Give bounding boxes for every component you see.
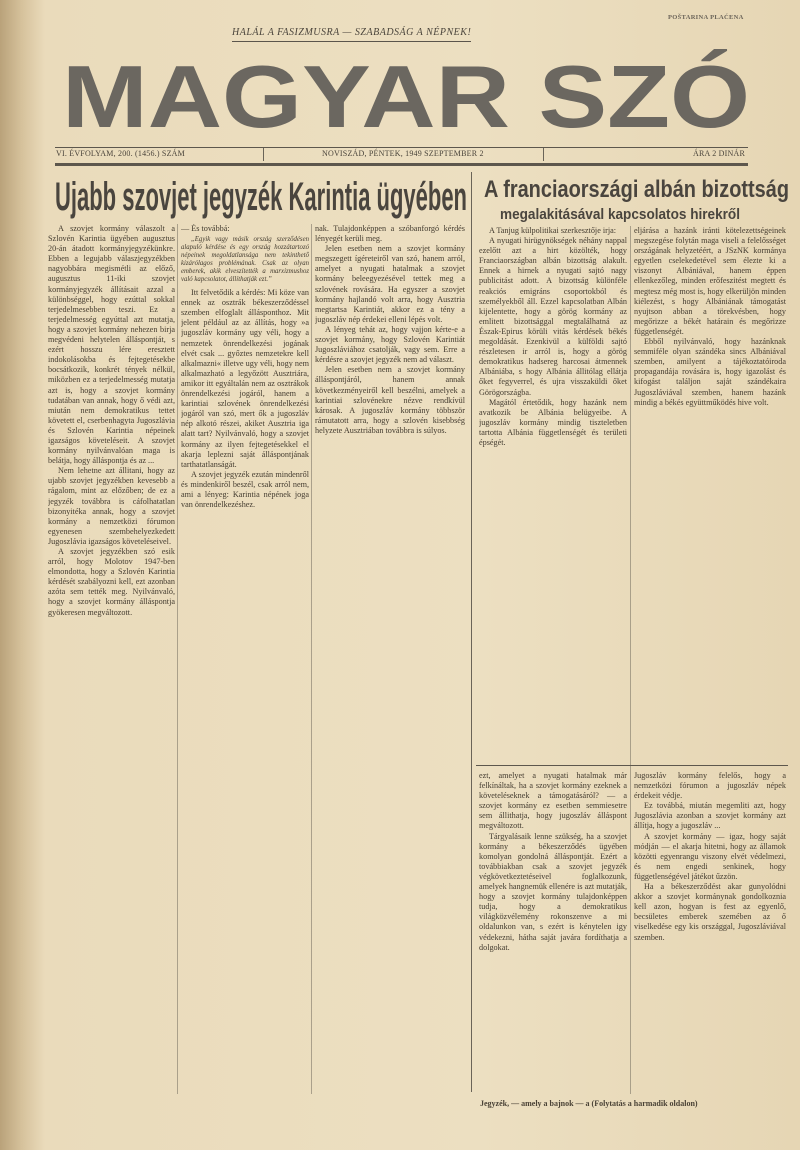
paragraph: Ez továbbá, miután megemliti azt, hogy Jugoszlávia azonban a szovjet kormány azt állítja, hogy a jugoszláv ... [634,801,786,831]
paragraph: Jugoszláv kormány felelős, hogy a nemzetközi fórumon a jugoszláv népek érdekeit védje. [634,771,786,801]
paragraph: A szovjet kormány válaszolt a Szlovén Karintia ügyében augusztus 20-án átadott kormányjegyzékünkre. Ebben a legujabb válaszjegyzékben nagyobbára megismétli az előző, augusztus 11-iki szovjet kormányjegyzék állításait azzal a különbséggel, hogy ezúttal sokkal terjedelmesebben teszi. Ez a terjedelmesség egyúttal azt mutatja, hogy a szovjet kormány nehezen birja megvédeni helytelen álláspontját, s ezért hosszu lére eresztett indokolásokba és fejtegetésekbe bocsátkozik, konkrét tények nélkül, miközben ez a terjedelmesség mutatja azt is, hogy a szovjet kormány tudatában van annak, hogy ő védi azt, miután nem demokratikus tettet követett el, cserbenhagyta Jugoszlávia és Szlovén Karintia népeinek igazságos követeléseit. A szovjet kormány nyilvánvalóan maga is belátja, hogy álláspontja és az ... [48,224,175,466]
left-article-column-2 [181,224,309,1094]
masthead-title-logo [0,0,800,148]
paragraph: A lényeg tehát az, hogy vajjon kérte-e a szovjet kormány, hogy Szlovén Karintiát Jugoszláviához csatolják, vagy sem. Erre a kérdésre a szovjet jegyzék nem ad választ. [315,324,465,365]
column-divider [630,226,631,1094]
masthead [0,0,800,170]
masthead-rule-bottom [55,163,748,166]
lower-column-1 [479,771,627,1093]
right-headline: A franciaországi albán bizottság [484,176,789,203]
left-headline: Ujabb szovjet jegyzék Karintia ügyében [55,175,467,219]
paragraph: — És továbbá: [181,224,230,233]
column-divider [311,224,312,1094]
paragraph: A szovjet kormány — igaz, hogy saját módján — el akarja hitetni, hogy az államok közötti egyenrangu viszony elvét védelmezi, és nem engedi senkinek, hogy függetlenségével játékot űzzön. [634,831,786,881]
masthead-slogan: HALÁL A FASIZMUSRA — SZABADSÁG A NÉPNEK! [232,27,471,42]
lower-column-2 [634,771,786,1093]
paragraph: Itt felvetődik a kérdés: Mi köze van ennek az osztrák békeszerződéssel szemben elfoglalt állásponthoz. Mit jelent például az az állítás, hogy »a jugoszláv kormány ugy véli, hogy a nemzetek önrendelkezési jogának elvét csak ... győztes nemzetekre kell alkalmazni« illetve ugy véli, hogy nem alkalmazható a legyőzött Ausztriára, amikor itt egyáltalán nem az osztrákok önrendelkezési jogáról, hanem a karintiai szlovének önrendelkezési jogáról van szó, mert ők a jugoszláv nép alkotó részei, akiket Ausztria iga alatt tart? Nyilvánvaló, hogy a szovjet kormány az ilyen fejtegetésekkel el akarja leplezni saját álláspontjának tarthatatlanságát. [181,288,309,469]
left-article-column-3 [315,224,465,1094]
column-divider [177,224,178,1094]
paragraph: Nem lehetne azt állitani, hogy az ujabb szovjet jegyzékben kevesebb a rágalom, mint az előzőben; de ez a jegyzék továbbra is cáfolhatatlan bizonyitéka annak, hogy a szovjet kormány a nemzetközi fórumon egyenesen szembehelyezkedett Jugoszlávia igazságos követeléseivel. [48,466,175,546]
paragraph: A Tanjug külpolitikai szerkesztője irja: [489,226,617,235]
info-divider [263,148,264,161]
paragraph: A szovjet jegyzékben szó esik arról, hogy Molotov 1947-ben elmondotta, hogy a Szlovén Karintia kérdését szabályozni kell, ezt azonban azóta sem tették meg. Nyilvánvaló, hogy a szovjet kormány álláspontja gyökeresen megváltozott. [48,547,175,617]
right-headline-block [470,168,800,224]
volume-issue: VI. ÉVFOLYAM, 200. (1456.) SZÁM [56,149,185,158]
masthead-title: MAGYAR SZÓ [62,47,750,146]
paragraph: A nyugati hirügynökségek néhány nappal ezelőtt azt a hirt közölték, hogy Franciaországban albán bizottság alakult. Ennek a hirnek a nyugati sajtó nagy publicitást adott. A bizottság különféle reakciós emigráns csoportokból és személyekből áll. Ezzel kapcsolatban Albán kijelentette, hogy a görög kormány az emlitett bizottsággal megtalálhatná az Észak-Epirus körüli vitás kérdések békés megoldását. Ezenkivül a külföldi sajtó részletesen ir arról is, hogy a görög demokratikus hadsereg harcosai átmennek Albániába, s hogy Albánia állitólag ellátja őket fegyverrel, és ujra visszaküldi őket Görögországba. [479,236,627,397]
paragraph: A szovjet jegyzék ezután mindenről és mindenkiről beszél, csak arról nem, ami a lényeg: Karintia népének joga van önrendelkezéshez. [181,469,309,510]
right-article-column-1 [479,226,627,759]
paragraph: nak. Tulajdonképpen a szóbanforgó kérdés lényegét kerüli meg. [315,224,465,244]
paragraph: Ha a békeszerződést akar gunyolódni akkor a szovjet kormánynak gondolkoznia kell azon, hogyan is fest az egyenlő, becsületes emberek szemében az ő viselkedése egy kis országgal, Jugoszláviával szemben. [634,882,786,942]
paragraph: Tárgyalásaik lenne szükség, ha a szovjet kormány a békeszerződés ügyében komolyan gondolná álláspontját. Ezért a továbbiakban csak a szovjet jegyzék végkövetkeztetéseivel foglalkozunk, amelyek hangnemük ellenére is azt mutatják, hogy a szovjet kormány tulajdonképpen tudja, hogy a demokratikus világközvélemény rokonszenve a mi oldalunkon van, s ezért is kénytelen igy védekezni, hátha saját javára fordíthatja a dolgokat. [479,831,627,952]
paragraph: ezt, amelyet a nyugati hatalmak már felkínáltak, ha a szovjet kormány ezeknek a követeléseknek a támogatásáról? — a szovjet kormány ez esetben semmiesetre sem állithatja, hogy jugoszláv álláspont megváltozott. [479,771,627,831]
section-divider [476,765,788,766]
quote: „Egyik vagy másik ország szerződésen alapuló kérdése és egy ország hozzátartozó népeinek megoldatlansága nem tekinthető kizárólagos problémának. Csak az olyan emberek, akik elveszítették a marxizmushoz való kapcsolatot, állíthatják ezt.” [181,236,309,284]
price: ÁRA 2 DINÁR [693,149,745,158]
paragraph: Ebből nyilvánvaló, hogy hazánknak semmiféle olyan szándéka sincs Albániával szemben, amilyent a tájékoztatóiroda propagandája rovására is, hogy igazolást és kifogást találjon saját szándékaira Jugoszláviával szemben, hanem hazánk mindig a békés együttműködés hive volt. [634,337,786,407]
paragraph: eljárása a hazánk iránti kötelezettségeinek megszegése folytán maga viseli a felelősséget országának helyzetéért, a JSzNK kormánya egyetlen cselekedetével sem élezte ki a viszonyt Albániával, hanem éppen ellenkezőleg, minden erőfeszitést megtett és megtesz még most is, hogy elkerüljön minden kiélezést, s hogy Albániának támogatást nyujtson abban a törekvésben, hogy megőrizze a békét határain és megőrizze függetlenségét. [634,226,786,336]
continuation-note: Jegyzék, — amely a bajnok — a (Folytatás a harmadik oldalon) [480,1099,698,1108]
right-subheadline: megalakitásával kapcsolatos hirekről [500,206,740,223]
paragraph: Jelen esetben nem a szovjet kormány álláspontjáról, hanem annak következményeiről kell beszélni, amelyek a karintiai szlovénekre nézve rendkívül károsak. A jugoszláv kormány többször rámutatott arra, hogy a szlovén kisebbség helyzete Ausztriában továbbra is súlyos. [315,365,465,435]
right-article-column-2 [634,226,786,759]
masthead-rule-top [55,147,748,148]
postage-note: POŠTARINA PLAĆENA [668,14,744,21]
left-article-column-1 [48,224,175,1094]
paragraph: Jelen esetben nem a szovjet kormány megszegett ígéreteiről van szó, hanem arról, amelyet a nyugati hatalmak a szovjet kormány beleegyezésével tettek meg a szlovének rovására. Ha egyszer a szovjet kormány hajlandó volt arra, hogy Ausztria megtartsa Karintiát, akkor ez a tény a jugoszláv nép érdekei elleni lépés volt. [315,244,465,324]
place-date: NOVISZÁD, PÉNTEK, 1949 SZEPTEMBER 2 [322,149,484,158]
info-divider [543,148,544,161]
left-headline-block [0,168,480,220]
paragraph: Magától értetődik, hogy hazánk nem avatkozik be Albánia belügyeibe. A jugoszláv kormány mindig tiszteletben tartotta Albánia függetlenségét és területi épségét. [479,397,627,447]
column-divider [471,172,472,1092]
